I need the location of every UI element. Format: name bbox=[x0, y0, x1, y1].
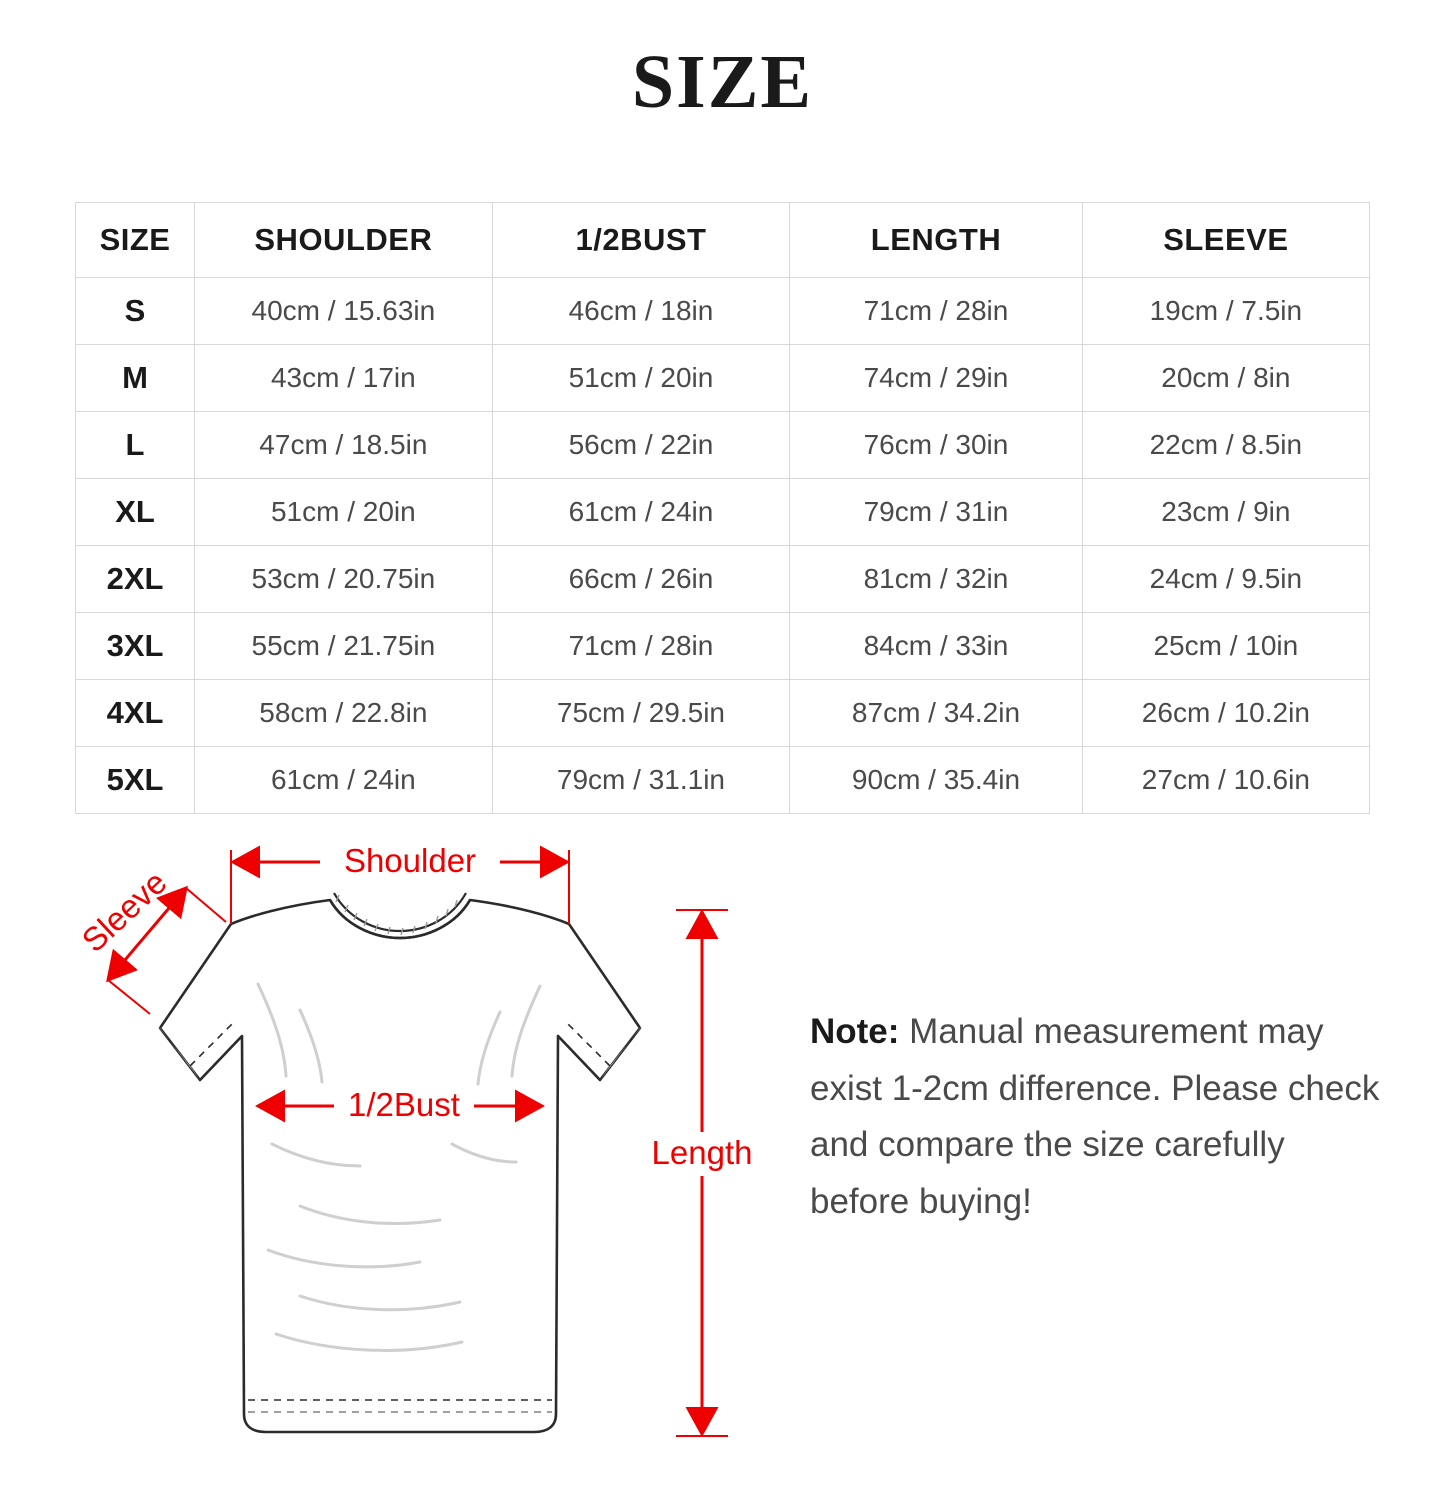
cell-length: 79cm / 31in bbox=[790, 479, 1082, 546]
cell-length: 71cm / 28in bbox=[790, 278, 1082, 345]
cell-shoulder: 47cm / 18.5in bbox=[195, 412, 493, 479]
table-row bbox=[76, 345, 1370, 412]
cell-sleeve: 23cm / 9in bbox=[1082, 479, 1369, 546]
cell-sleeve: 24cm / 9.5in bbox=[1082, 546, 1369, 613]
cell-sleeve: 27cm / 10.6in bbox=[1082, 747, 1369, 814]
cell-shoulder: 61cm / 24in bbox=[195, 747, 493, 814]
cell-sleeve: 26cm / 10.2in bbox=[1082, 680, 1369, 747]
cell-sleeve: 20cm / 8in bbox=[1082, 345, 1369, 412]
length-dimension bbox=[648, 910, 756, 1436]
column-header-size: SIZE bbox=[76, 203, 195, 278]
cell-bust: 61cm / 24in bbox=[492, 479, 790, 546]
cell-size: 4XL bbox=[76, 680, 195, 747]
tshirt-illustration bbox=[150, 893, 650, 1432]
cell-length: 76cm / 30in bbox=[790, 412, 1082, 479]
cell-sleeve: 25cm / 10in bbox=[1082, 613, 1369, 680]
note-text: Manual measurement may exist 1-2cm difference. Please check and compare the size carefully before buying! bbox=[810, 1012, 1380, 1222]
measurement-note bbox=[810, 1004, 1390, 1231]
sleeve-label: Sleeve bbox=[74, 863, 174, 960]
cell-sleeve: 19cm / 7.5in bbox=[1082, 278, 1369, 345]
table-row bbox=[76, 680, 1370, 747]
cell-size: 5XL bbox=[76, 747, 195, 814]
cell-size: S bbox=[76, 278, 195, 345]
table-row bbox=[76, 412, 1370, 479]
cell-bust: 56cm / 22in bbox=[492, 412, 790, 479]
cell-shoulder: 43cm / 17in bbox=[195, 345, 493, 412]
cell-length: 74cm / 29in bbox=[790, 345, 1082, 412]
cell-shoulder: 58cm / 22.8in bbox=[195, 680, 493, 747]
table-row bbox=[76, 613, 1370, 680]
table-row bbox=[76, 479, 1370, 546]
cell-length: 84cm / 33in bbox=[790, 613, 1082, 680]
cell-length: 87cm / 34.2in bbox=[790, 680, 1082, 747]
shoulder-label: Shoulder bbox=[343, 842, 477, 879]
size-chart-table bbox=[75, 202, 1370, 814]
column-header-length: LENGTH bbox=[790, 203, 1082, 278]
column-header-sleeve: SLEEVE bbox=[1082, 203, 1369, 278]
cell-sleeve: 22cm / 8.5in bbox=[1082, 412, 1369, 479]
bust-label: 1/2Bust bbox=[348, 1086, 460, 1123]
cell-bust: 66cm / 26in bbox=[492, 546, 790, 613]
table-row bbox=[76, 546, 1370, 613]
table-header-row bbox=[76, 203, 1370, 278]
cell-bust: 71cm / 28in bbox=[492, 613, 790, 680]
cell-size: M bbox=[76, 345, 195, 412]
cell-size: L bbox=[76, 412, 195, 479]
cell-shoulder: 51cm / 20in bbox=[195, 479, 493, 546]
cell-size: 2XL bbox=[76, 546, 195, 613]
column-header-bust: 1/2BUST bbox=[492, 203, 790, 278]
cell-bust: 46cm / 18in bbox=[492, 278, 790, 345]
column-header-shoulder: SHOULDER bbox=[195, 203, 493, 278]
length-label: Length bbox=[651, 1134, 753, 1171]
cell-shoulder: 55cm / 21.75in bbox=[195, 613, 493, 680]
cell-shoulder: 40cm / 15.63in bbox=[195, 278, 493, 345]
tshirt-measurement-diagram bbox=[0, 814, 780, 1474]
cell-shoulder: 53cm / 20.75in bbox=[195, 546, 493, 613]
table-row bbox=[76, 747, 1370, 814]
cell-size: XL bbox=[76, 479, 195, 546]
cell-length: 81cm / 32in bbox=[790, 546, 1082, 613]
cell-bust: 75cm / 29.5in bbox=[492, 680, 790, 747]
note-label: Note: bbox=[810, 1012, 900, 1051]
cell-bust: 79cm / 31.1in bbox=[492, 747, 790, 814]
table-row bbox=[76, 278, 1370, 345]
cell-bust: 51cm / 20in bbox=[492, 345, 790, 412]
cell-length: 90cm / 35.4in bbox=[790, 747, 1082, 814]
page-title: SIZE bbox=[631, 40, 814, 124]
cell-size: 3XL bbox=[76, 613, 195, 680]
